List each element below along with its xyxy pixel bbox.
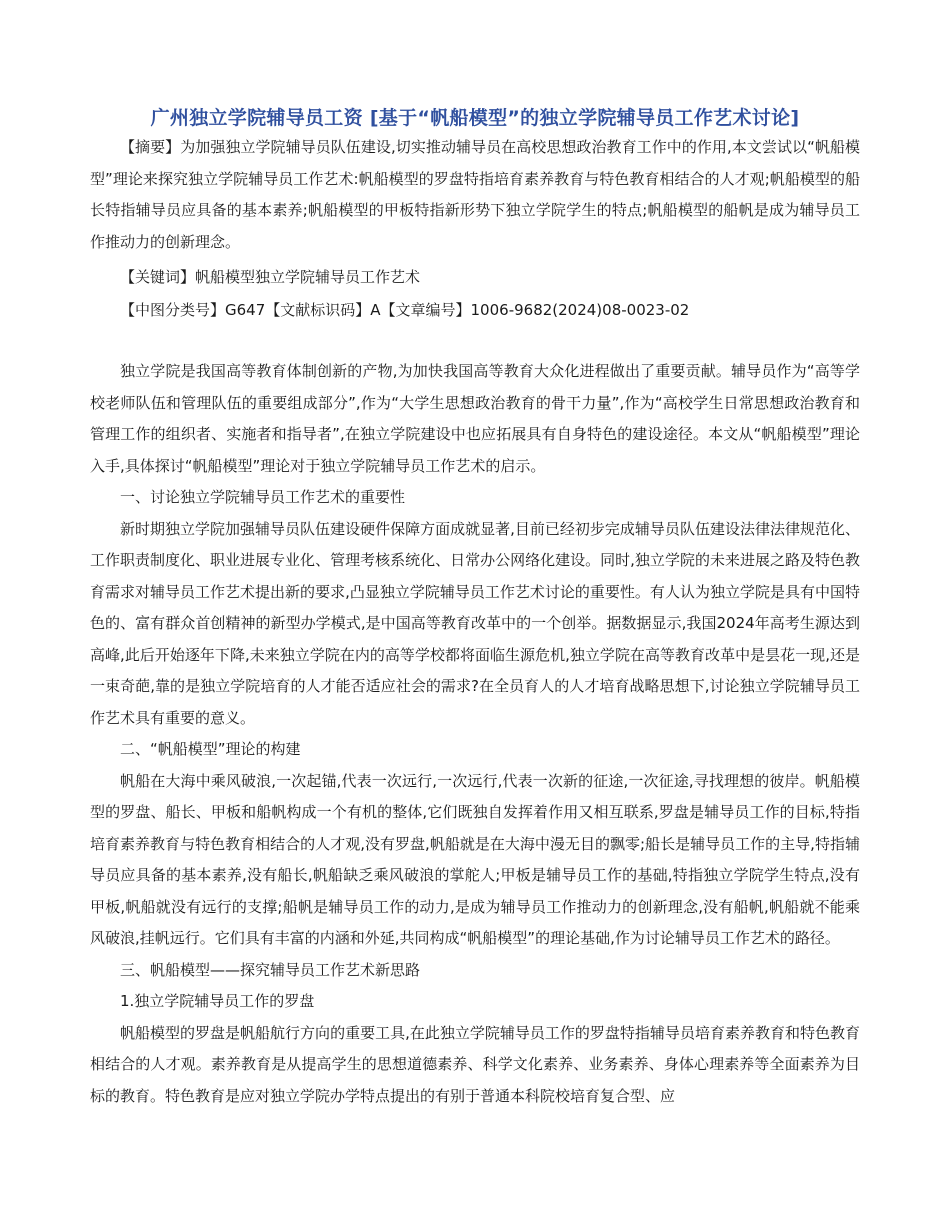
section-heading: 三、帆船模型——探究辅导员工作艺术新思路 [120, 960, 421, 979]
article-title: 广州独立学院辅导员工资 [基于“帆船模型”的独立学院辅导员工作艺术讨论] [150, 107, 800, 129]
subsection-heading: 1.独立学院辅导员工作的罗盘 [120, 992, 315, 1010]
section-heading: 二、“帆船模型”理论的构建 [120, 740, 301, 758]
body-paragraph: 新时期独立学院加强辅导员队伍建设硬件保障方面成就显著,目前已经初步完成辅导员队伍建设法律法律规范化、工作职责制度化、职业进展专业化、管理考核系统化、日常办公网络化建设。同时,独立学院的未来进展之路及特色教育需求对辅导员工作艺术提出新的要求,凸显独立学院辅导员工作艺术讨论的重要性。有人认为独立学院是具有中国特色的、富有群众首创精神的新型办学模式,是中国高等教育改革中的一个创举。据数据显示,我国2024年高考生源达到高峰,此后开始逐年下降,未来独立学院在内的高等学校都将面临生源危机,独立学院在高等教育改革中是昙花一现,还是一束奇葩,靠的是独立学院培育的人才能否适应社会的需求?在全员育人的人才培育战略思想下,讨论独立学院辅导员工作艺术具有重要的意义。 [90, 519, 860, 727]
abstract: 【摘要】为加强独立学院辅导员队伍建设,切实推动辅导员在高校思想政治教育工作中的作用,本文尝试以“帆船模型”理论来探究独立学院辅导员工作艺术:帆船模型的罗盘特指培育素养教育与特色教育相结合的人才观;帆船模型的船长特指辅导员应具备的基本素养;帆船模型的甲板特指新形势下独立学院学生的特点;帆船模型的船帆是成为辅导员工作推动力的创新理念。 [90, 138, 860, 251]
classification-info: 【中图分类号】G647【文献标识码】A【文章编号】1006-9682(2024)08-0023-02 [120, 300, 690, 319]
keywords: 【关键词】帆船模型独立学院辅导员工作艺术 [120, 268, 421, 286]
body-paragraph: 帆船在大海中乘风破浪,一次起锚,代表一次远行,一次远行,代表一次新的征途,一次征途,寻找理想的彼岸。帆船模型的罗盘、船长、甲板和船帆构成一个有机的整体,它们既独自发挥着作用又相互联系,罗盘是辅导员工作的目标,特指培育素养教育与特色教育相结合的人才观,没有罗盘,帆船就是在大海中漫无目的飘零;船长是辅导员工作的主导,特指辅导员应具备的基本素养,没有船长,帆船缺乏乘风破浪的掌舵人;甲板是辅导员工作的基础,特指独立学院学生特点,没有甲板,帆船就没有远行的支撑;船帆是辅导员工作的动力,是成为辅导员工作推动力的创新理念,没有船帆,帆船就不能乘风破浪,挂帆远行。它们具有丰富的内涵和外延,共同构成“帆船模型”的理论基础,作为讨论辅导员工作艺术的路径。 [90, 771, 860, 947]
body-paragraph: 帆船模型的罗盘是帆船航行方向的重要工具,在此独立学院辅导员工作的罗盘特指辅导员培育素养教育和特色教育相结合的人才观。素养教育是从提高学生的思想道德素养、科学文化素养、业务素养、身体心理素养等全面素养为目标的教育。特色教育是应对独立学院办学特点提出的有别于普通本科院校培育复合型、应 [90, 1023, 860, 1105]
body-paragraph: 独立学院是我国高等教育体制创新的产物,为加快我国高等教育大众化进程做出了重要贡献。辅导员作为“高等学校老师队伍和管理队伍的重要组成部分”,作为“大学生思想政治教育的骨干力量”,作为“高校学生日常思想政治教育和管理工作的组织者、实施者和指导者”,在独立学院建设中也应拓展具有自身特色的建设途径。本文从“帆船模型”理论入手,具体探讨“帆船模型”理论对于独立学院辅导员工作艺术的启示。 [90, 362, 860, 475]
document-page [90, 0, 860, 1112]
section-heading: 一、讨论独立学院辅导员工作艺术的重要性 [120, 488, 406, 506]
